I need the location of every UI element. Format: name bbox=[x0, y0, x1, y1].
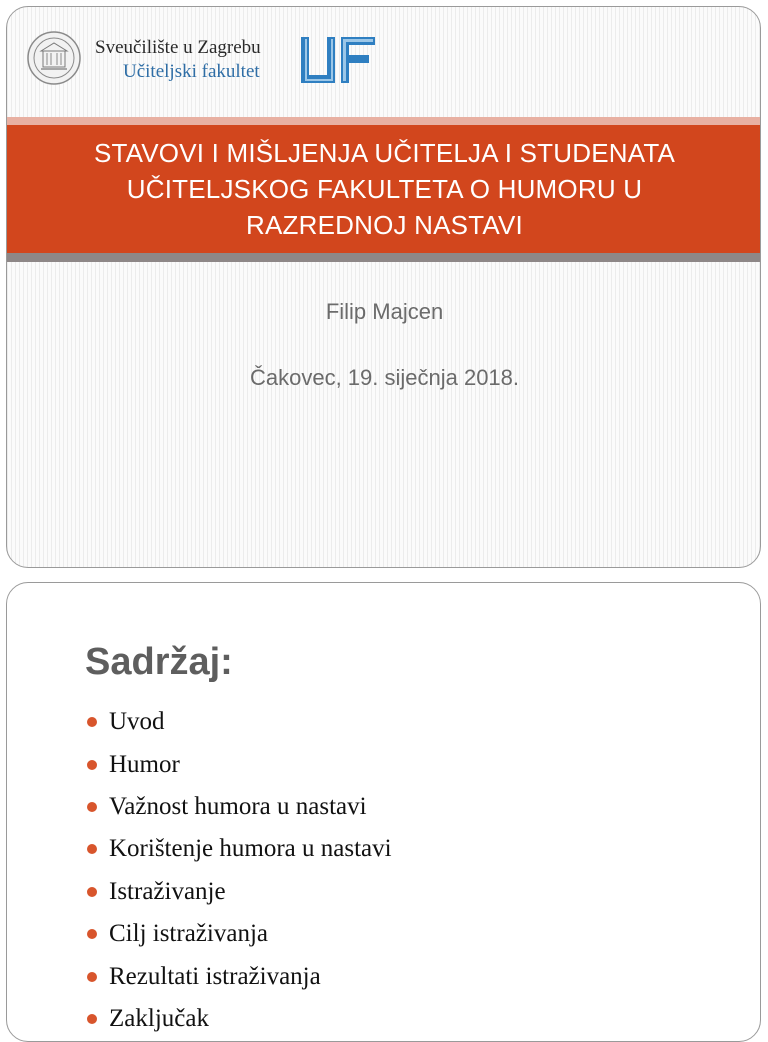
ufz-logo-icon bbox=[297, 35, 377, 87]
bullet-icon bbox=[87, 887, 97, 897]
list-item-label: Istraživanje bbox=[109, 877, 226, 905]
contents-heading: Sadržaj: bbox=[85, 641, 233, 683]
title-band bbox=[7, 117, 761, 267]
title-line-2: UČITELJSKOG FAKULTETA O HUMORU U bbox=[126, 174, 643, 204]
title-band-top-stripe bbox=[7, 117, 761, 125]
faculty-name: Učiteljski fakultet bbox=[123, 61, 260, 82]
bullet-icon bbox=[87, 929, 97, 939]
author-name: Filip Majcen bbox=[325, 299, 444, 324]
list-item bbox=[85, 913, 392, 955]
list-item bbox=[85, 998, 392, 1040]
bullet-icon bbox=[87, 844, 97, 854]
list-item-label: Uvod bbox=[109, 708, 165, 736]
list-item-label: Važnost humora u nastavi bbox=[109, 792, 367, 820]
bullet-icon bbox=[87, 760, 97, 770]
bullet-icon bbox=[87, 717, 97, 727]
list-item-label: Korištenje humora u nastavi bbox=[109, 835, 392, 863]
title-line-3: RAZREDNOJ NASTAVI bbox=[246, 210, 523, 240]
place-date: Čakovec, 19. siječnja 2018. bbox=[249, 365, 520, 390]
list-item-label: Humor bbox=[109, 750, 180, 778]
list-item-label: Zaključak bbox=[109, 1004, 209, 1032]
university-name: Sveučilište u Zagrebu bbox=[95, 37, 261, 58]
list-item-label: Cilj istraživanja bbox=[109, 920, 268, 948]
list-item bbox=[85, 701, 392, 743]
university-seal-icon bbox=[27, 31, 81, 85]
bullet-icon bbox=[87, 802, 97, 812]
title-band-main bbox=[7, 125, 761, 253]
bullet-icon bbox=[87, 1014, 97, 1024]
presentation-title bbox=[35, 135, 735, 243]
list-item bbox=[85, 828, 392, 870]
list-item-label: Rezultati istraživanja bbox=[109, 962, 321, 990]
title-band-bottom-stripe bbox=[7, 253, 761, 262]
contents-list bbox=[85, 701, 392, 1040]
contents-slide bbox=[6, 582, 761, 1042]
list-item bbox=[85, 955, 392, 997]
list-item bbox=[85, 786, 392, 828]
bullet-icon bbox=[87, 972, 97, 982]
header-logos bbox=[7, 7, 761, 117]
title-line-1: STAVOVI I MIŠLJENJA UČITELJA I STUDENATA bbox=[93, 138, 676, 168]
list-item bbox=[85, 871, 392, 913]
title-slide bbox=[6, 6, 761, 568]
list-item bbox=[85, 743, 392, 785]
